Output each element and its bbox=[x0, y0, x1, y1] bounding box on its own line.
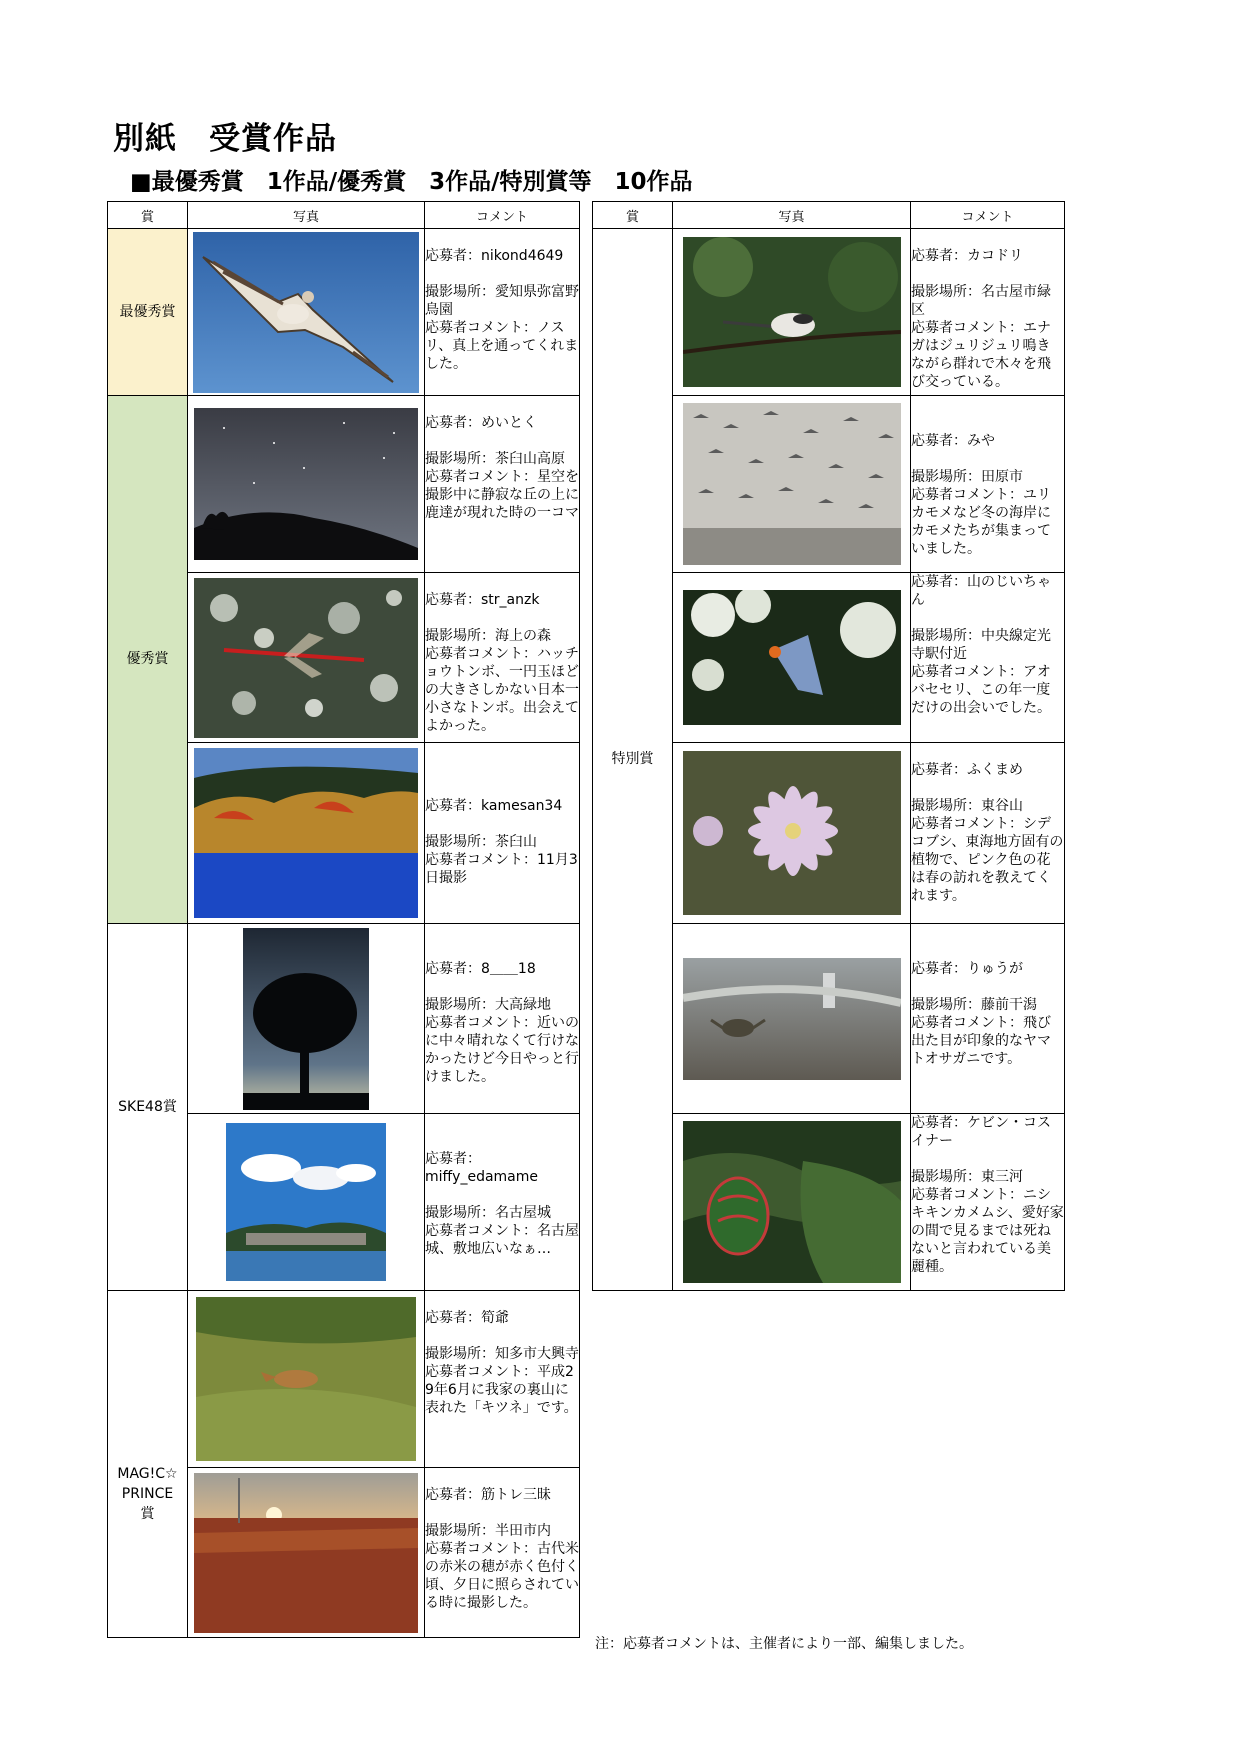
entry-comment: 応募者： miffy_edamame 撮影場所：名古屋城 応募者コメント：名古屋城、敷地広いなぁ… bbox=[425, 1114, 580, 1291]
magnolia-photo bbox=[683, 751, 901, 915]
header-comment: コメント bbox=[425, 202, 580, 229]
header-photo: 写真 bbox=[188, 202, 425, 229]
award-excellent: 優秀賞 bbox=[108, 396, 188, 924]
nagoya-castle-photo bbox=[226, 1123, 386, 1281]
red-dragonfly-photo bbox=[194, 578, 418, 738]
tidal-flat-crab-photo bbox=[683, 958, 901, 1080]
photo-cell bbox=[673, 1114, 911, 1291]
entry-comment: 応募者：山のじいちゃん 撮影場所：中央線定光寺駅付近 応募者コメント：アオバセセリ、この年一度だけの出会いでした。 bbox=[911, 573, 1065, 743]
hawk-in-flight-photo bbox=[193, 232, 419, 393]
header-comment: コメント bbox=[911, 202, 1065, 229]
photo-cell bbox=[188, 743, 425, 924]
award-ske48: SKE48賞 bbox=[108, 924, 188, 1291]
butterfly-photo bbox=[683, 590, 901, 725]
entry-comment: 応募者：筋トレ三昧 撮影場所：半田市内 応募者コメント：古代米の赤米の穂が赤く色付く頃、夕日に照らされている時に撮影した。 bbox=[425, 1468, 580, 1638]
photo-cell bbox=[188, 1114, 425, 1291]
entry-comment: 応募者：ケビン・コスイナー 撮影場所：東三河 応募者コメント：ニシキキンカメムシ、愛好家の間で見るまでは死ねないと言われている美麗種。 bbox=[911, 1114, 1065, 1291]
awards-table-right bbox=[592, 201, 1065, 1291]
award-magic-prince: MAG!C☆ PRINCE 賞 bbox=[108, 1291, 188, 1638]
header-award: 賞 bbox=[593, 202, 673, 229]
shield-bug-photo bbox=[683, 1121, 901, 1283]
award-special: 特別賞 bbox=[593, 229, 673, 1291]
entry-comment: 応募者：kamesan34 撮影場所：茶臼山 応募者コメント：11月3日撮影 bbox=[425, 743, 580, 924]
photo-cell bbox=[188, 924, 425, 1114]
entry-comment: 応募者：ふくまめ 撮影場所：東谷山 応募者コメント：シデコブシ、東海地方固有の植物で、ピンク色の花は春の訪れを教えてくれます。 bbox=[911, 743, 1065, 924]
photo-cell bbox=[673, 743, 911, 924]
footnote: 注：応募者コメントは、主催者により一部、編集しました。 bbox=[595, 1636, 973, 1652]
autumn-lake-photo bbox=[194, 748, 418, 918]
photo-cell bbox=[188, 229, 425, 396]
header-award: 賞 bbox=[108, 202, 188, 229]
tree-silhouette-photo bbox=[243, 928, 369, 1110]
page-title: 別紙 受賞作品 bbox=[113, 121, 337, 157]
entry-comment: 応募者：str_anzk 撮影場所：海上の森 応募者コメント：ハッチョウトンボ、一円玉ほどの大きさしかない日本一小さなトンボ。出会えてよかった。 bbox=[425, 573, 580, 743]
page-subtitle: ■最優秀賞 1作品/優秀賞 3作品/特別賞等 10作品 bbox=[130, 169, 693, 195]
long-tailed-tit-photo bbox=[683, 237, 901, 387]
photo-cell bbox=[673, 573, 911, 743]
photo-cell bbox=[673, 229, 911, 396]
entry-comment: 応募者：りゅうが 撮影場所：藤前干潟 応募者コメント：飛び出た目が印象的なヤマトオサガニです。 bbox=[911, 924, 1065, 1114]
starry-sky-photo bbox=[194, 408, 418, 560]
entry-comment: 応募者：nikond4649 撮影場所：愛知県弥富野鳥園 応募者コメント：ノスリ、真上を通ってくれました。 bbox=[425, 229, 580, 396]
photo-cell bbox=[188, 573, 425, 743]
fox-photo bbox=[196, 1297, 416, 1461]
gull-flock-photo bbox=[683, 403, 901, 565]
photo-cell bbox=[673, 924, 911, 1114]
red-rice-field-photo bbox=[194, 1473, 418, 1633]
photo-cell bbox=[188, 1291, 425, 1468]
entry-comment: 応募者：みや 撮影場所：田原市 応募者コメント：ユリカモメなど冬の海岸にカモメたちが集まっていました。 bbox=[911, 396, 1065, 573]
entry-comment: 応募者：カコドリ 撮影場所：名古屋市緑区 応募者コメント：エナガはジュリジュリ鳴きながら群れで木々を飛び交っている。 bbox=[911, 229, 1065, 396]
photo-cell bbox=[188, 396, 425, 573]
photo-cell bbox=[673, 396, 911, 573]
photo-cell bbox=[188, 1468, 425, 1638]
entry-comment: 応募者：めいとく 撮影場所：茶臼山高原 応募者コメント：星空を撮影中に静寂な丘の上に鹿達が現れた時の一コマ bbox=[425, 396, 580, 573]
header-photo: 写真 bbox=[673, 202, 911, 229]
entry-comment: 応募者：筍爺 撮影場所：知多市大興寺 応募者コメント：平成29年6月に我家の裏山に表れた「キツネ」です。 bbox=[425, 1291, 580, 1468]
entry-comment: 応募者：8＿＿18 撮影場所：大高緑地 応募者コメント：近いのに中々晴れなくて行けなかったけど今日やっと行けました。 bbox=[425, 924, 580, 1114]
award-grand-prize: 最優秀賞 bbox=[108, 229, 188, 396]
awards-table-left bbox=[107, 201, 580, 1638]
